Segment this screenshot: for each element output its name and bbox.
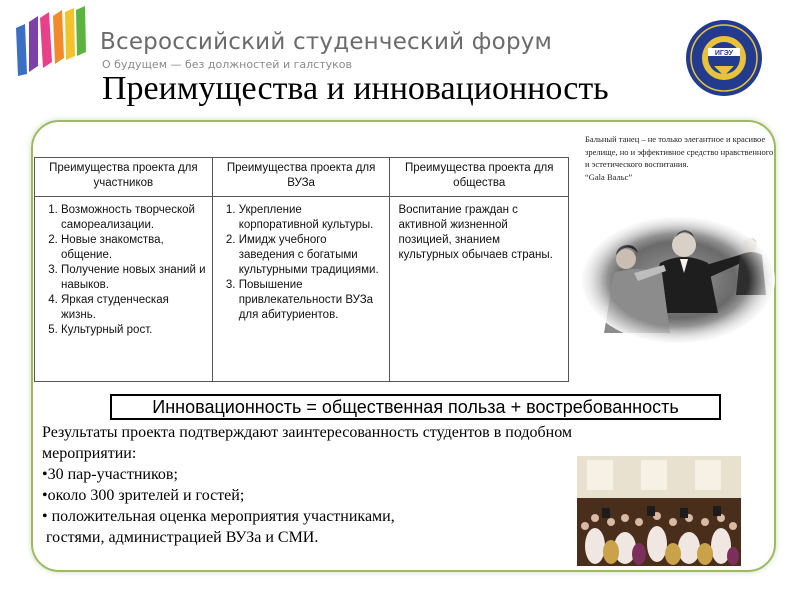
list-item: •30 пар-участников; <box>42 466 178 483</box>
list-item: • положительная оценка мероприятия участниками, <box>42 508 395 525</box>
list-item: 2. Новые знакомства, общение. <box>61 233 206 263</box>
benefits-table <box>34 157 569 382</box>
list-item: 1. Возможность творческой самореализации. <box>61 203 206 233</box>
society-cell: Воспитание граждан с активной жизненной позицией, знанием культурных обычаев страны. <box>390 197 569 382</box>
university-emblem-icon <box>684 18 764 98</box>
participants-cell <box>35 197 213 382</box>
table-header-row <box>35 158 569 197</box>
header-university: Преимущества проекта для ВУЗа <box>212 158 390 197</box>
table-row <box>35 197 569 382</box>
page-title: Преимущества и инновационность <box>102 70 609 107</box>
participants-list <box>39 203 206 338</box>
dance-caption <box>585 133 775 183</box>
caption-text: Бальный танец – не только элегантное и красивое зрелище, но и эффективное средство нравственного и эстетического воспитания. <box>585 134 774 169</box>
caption-quote: “Gala Вальс” <box>585 171 633 182</box>
list-item: 1. Укрепление корпоративной культуры. <box>239 203 384 233</box>
group-photo <box>577 456 741 566</box>
innovation-formula: Инновационность = общественная польза + востребованность <box>110 394 721 420</box>
forum-subtitle: О будущем — без должностей и галстуков <box>102 58 352 71</box>
university-cell <box>212 197 390 382</box>
results-intro: Результаты проекта подтверждают заинтересованность студентов в подобном мероприятии: <box>42 424 573 462</box>
list-item: гостями, администрацией ВУЗа и СМИ. <box>42 529 319 546</box>
header-society: Преимущества проекта для общества <box>390 158 569 197</box>
university-list <box>217 203 384 323</box>
emblem-text: ИГЭУ <box>714 50 734 57</box>
list-item: •около 300 зрителей и гостей; <box>42 487 245 504</box>
list-item: 3. Получение новых знаний и навыков. <box>61 263 206 293</box>
results-block <box>42 422 642 548</box>
header-participants: Преимущества проекта для участников <box>35 158 213 197</box>
list-item: 5. Культурный рост. <box>61 323 206 338</box>
forum-title: Всероссийский студенческий форум <box>100 29 553 55</box>
list-item: 2. Имидж учебного заведения с богатыми культурными традициями. <box>239 233 384 278</box>
forum-logo-icon <box>14 6 94 76</box>
waltz-couple-photo <box>580 215 776 345</box>
list-item: 4. Яркая студенческая жизнь. <box>61 293 206 323</box>
list-item: 3. Повышение привлекательности ВУЗа для абитуриентов. <box>239 278 384 323</box>
